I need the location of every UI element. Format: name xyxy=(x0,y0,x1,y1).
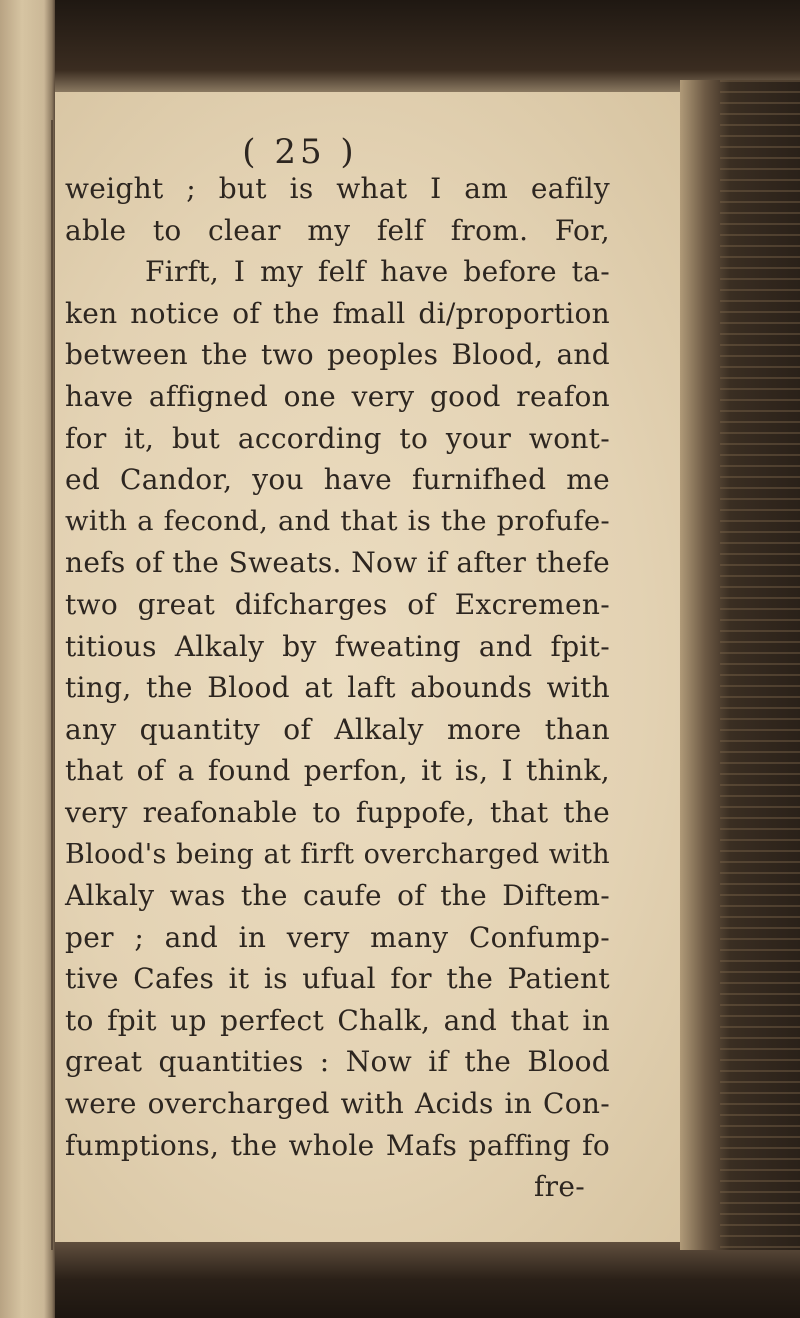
text-line: to fpit up perfect Chalk, and that in xyxy=(65,1003,610,1037)
text-line: ken notice of the fmall di/proportion xyxy=(65,296,610,330)
text-line: very reafonable to fuppofe, that the xyxy=(65,795,610,829)
text-line: were overcharged with Acids in Con- xyxy=(65,1087,610,1121)
text-line: able to clear my felf from. For, xyxy=(65,213,610,247)
text-line: per ; and in very many Confump- xyxy=(65,920,610,954)
text-line: tive Cafes it is ufual for the Patient xyxy=(65,962,610,996)
text-line: two great difcharges of Excremen- xyxy=(65,587,610,621)
text-line: for it, but according to your wont- xyxy=(65,421,610,455)
page-fore-edge xyxy=(680,80,800,1250)
catchword: fre- xyxy=(534,1170,585,1204)
text-line: with a fecond, and that is the profufe- xyxy=(65,504,610,537)
text-line: great quantities : Now if the Blood xyxy=(65,1045,610,1079)
text-line: weight ; but is what I am eafily xyxy=(65,172,610,205)
page-text xyxy=(65,168,610,1208)
text-line: any quantity of Alkaly more than xyxy=(65,712,610,746)
text-line: that of a found perfon, it is, I think, xyxy=(65,754,610,788)
text-line: Firft, I my felf have before ta- xyxy=(145,255,610,289)
text-line: Alkaly was the caufe of the Diftem- xyxy=(65,879,610,913)
text-line: have affigned one very good reafon xyxy=(65,379,610,413)
text-line: nefs of the Sweats. Now if after thefe xyxy=(65,546,610,580)
facing-page-edge xyxy=(0,0,55,1318)
text-line: ed Candor, you have furnifhed me xyxy=(65,463,610,497)
gutter-fold-line xyxy=(51,120,53,1250)
text-line: between the two peoples Blood, and xyxy=(65,338,610,372)
text-line: ting, the Blood at laft abounds with xyxy=(65,671,610,705)
text-line: Blood's being at firft overcharged with xyxy=(65,838,610,870)
text-line: fumptions, the whole Mafs paffing fo xyxy=(65,1128,610,1162)
page-number: ( 25 ) xyxy=(242,132,358,172)
text-line: titious Alkaly by fweating and fpit- xyxy=(65,629,610,663)
